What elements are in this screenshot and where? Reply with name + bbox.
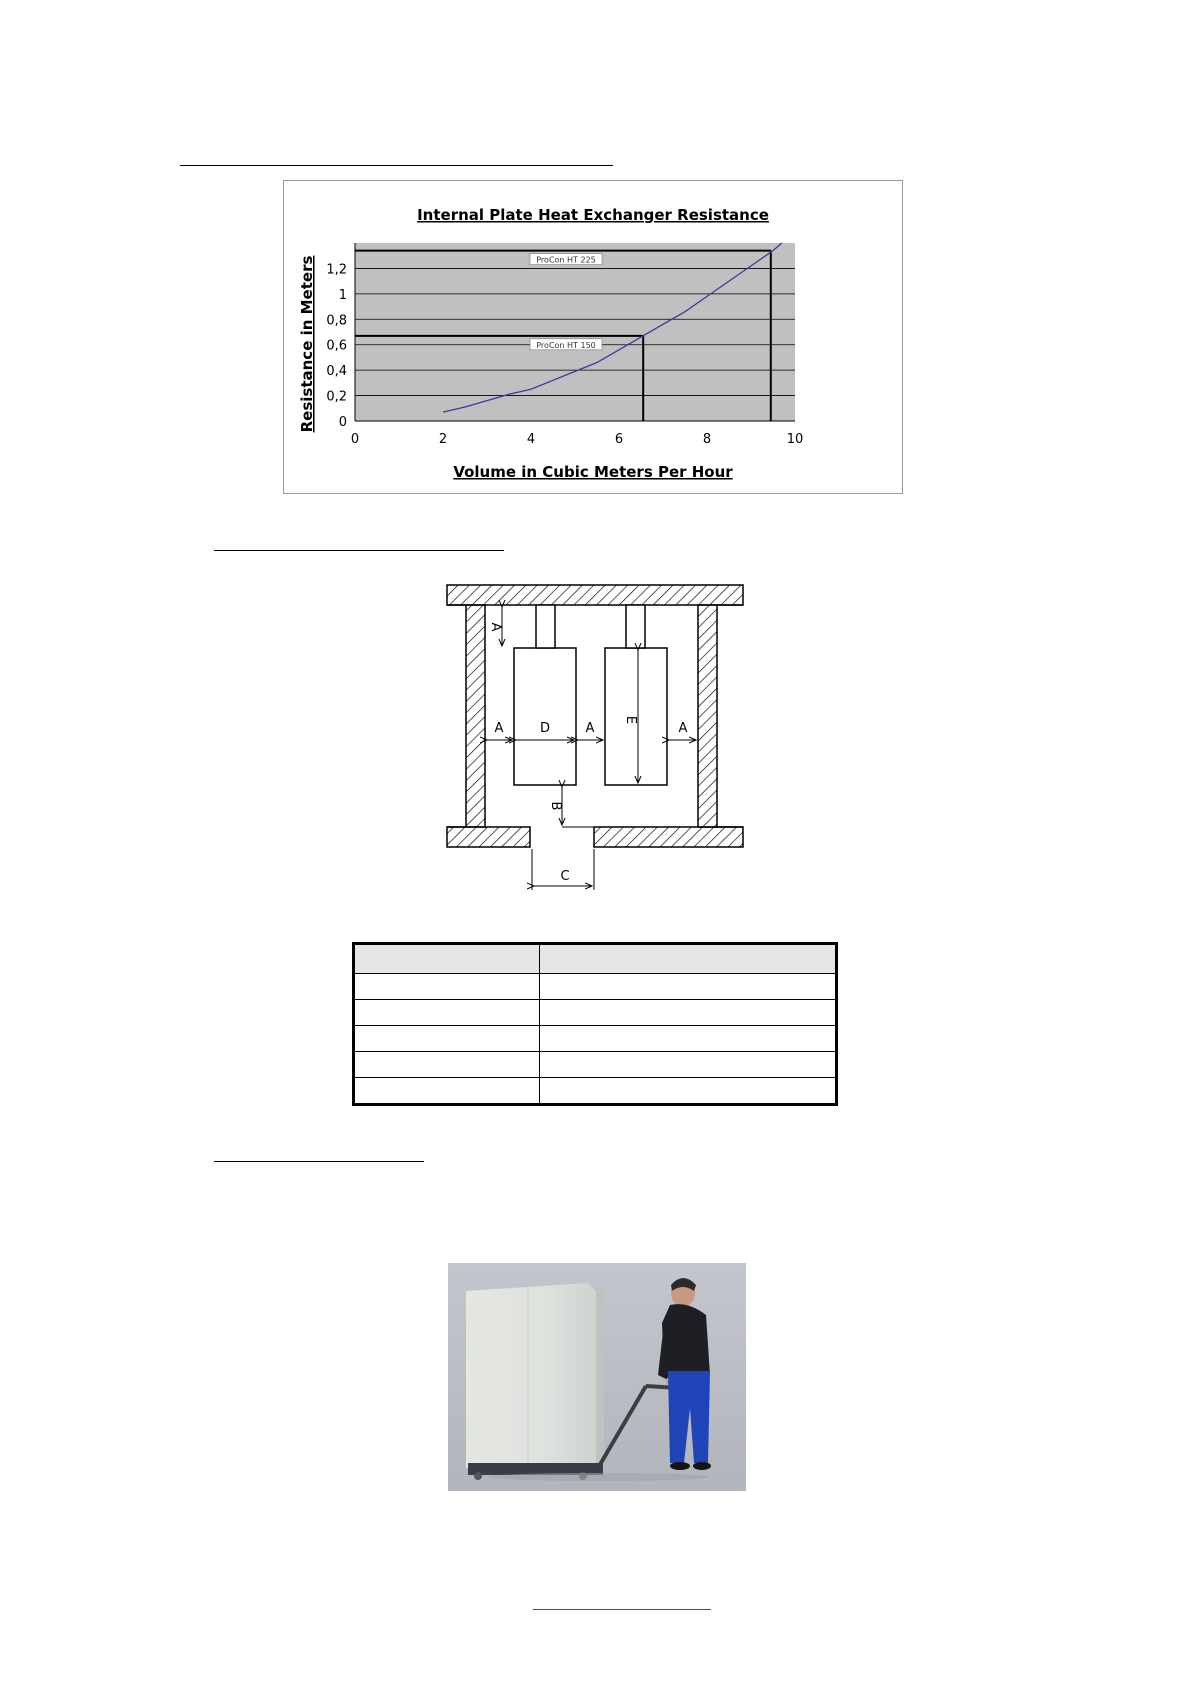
x-tick-label: 0: [350, 432, 360, 447]
table-cell: [354, 974, 540, 1000]
table-cell: [354, 1026, 540, 1052]
table-row: [354, 1000, 837, 1026]
y-tick-label: 1,2: [326, 262, 347, 278]
x-tick-label: 4: [526, 432, 536, 447]
label-c: C: [560, 869, 570, 884]
y-tick-label: 1: [338, 287, 347, 303]
table-row: [354, 1026, 837, 1052]
table-cell: [540, 1026, 837, 1052]
clearance-diagram: [440, 580, 750, 895]
table-cell: [354, 1052, 540, 1078]
table-cell: [354, 1078, 540, 1105]
table-header-cell: [354, 944, 540, 974]
photo-boiler-with-man-icon: [448, 1263, 746, 1491]
table-cell: [540, 974, 837, 1000]
footer-link-underline[interactable]: [533, 1609, 711, 1610]
clearance-table: [352, 942, 838, 1106]
resistance-chart: [283, 180, 903, 494]
y-tick-label: 0,2: [326, 389, 347, 405]
table-header-row: [354, 944, 837, 974]
section-rule-clearances: [214, 550, 504, 551]
boiler-unit-right: [605, 605, 667, 785]
label-a-top: A: [488, 622, 503, 632]
label-a-middle: A: [585, 721, 595, 736]
boiler-unit-left: [514, 605, 576, 785]
y-tick-label: 0,4: [326, 364, 347, 380]
section-rule-transport: [214, 1161, 424, 1162]
annotation-label: ProCon HT 150: [536, 340, 596, 350]
label-e: E: [623, 715, 638, 725]
plot-area: [355, 243, 795, 421]
y-tick-label: 0,8: [326, 313, 347, 329]
table-cell: [540, 1000, 837, 1026]
chart-title: Internal Plate Heat Exchanger Resistance: [417, 206, 769, 224]
table-cell: [354, 1000, 540, 1026]
table-row: [354, 1078, 837, 1105]
table-header-cell: [540, 944, 837, 974]
table-row: [354, 974, 837, 1000]
y-tick-label: 0,6: [326, 338, 347, 354]
label-a-right: A: [678, 721, 688, 736]
table-cell: [540, 1078, 837, 1105]
table-cell: [540, 1052, 837, 1078]
chart-ylabel: Resistance in Meters: [298, 255, 316, 433]
x-tick-label: 10: [786, 432, 804, 447]
table-row: [354, 1052, 837, 1078]
section-rule-resistance: [180, 165, 613, 166]
chart-canvas: [284, 181, 902, 493]
y-tick-label: 0: [338, 415, 347, 430]
label-b: B: [548, 801, 563, 811]
chart-xlabel: Volume in Cubic Meters Per Hour: [453, 463, 733, 481]
x-tick-label: 6: [614, 432, 624, 447]
label-d: D: [539, 721, 551, 736]
x-tick-label: 2: [438, 432, 448, 447]
annotation-label: ProCon HT 225: [536, 255, 596, 265]
x-tick-label: 8: [702, 432, 712, 447]
label-a-left: A: [494, 721, 504, 736]
